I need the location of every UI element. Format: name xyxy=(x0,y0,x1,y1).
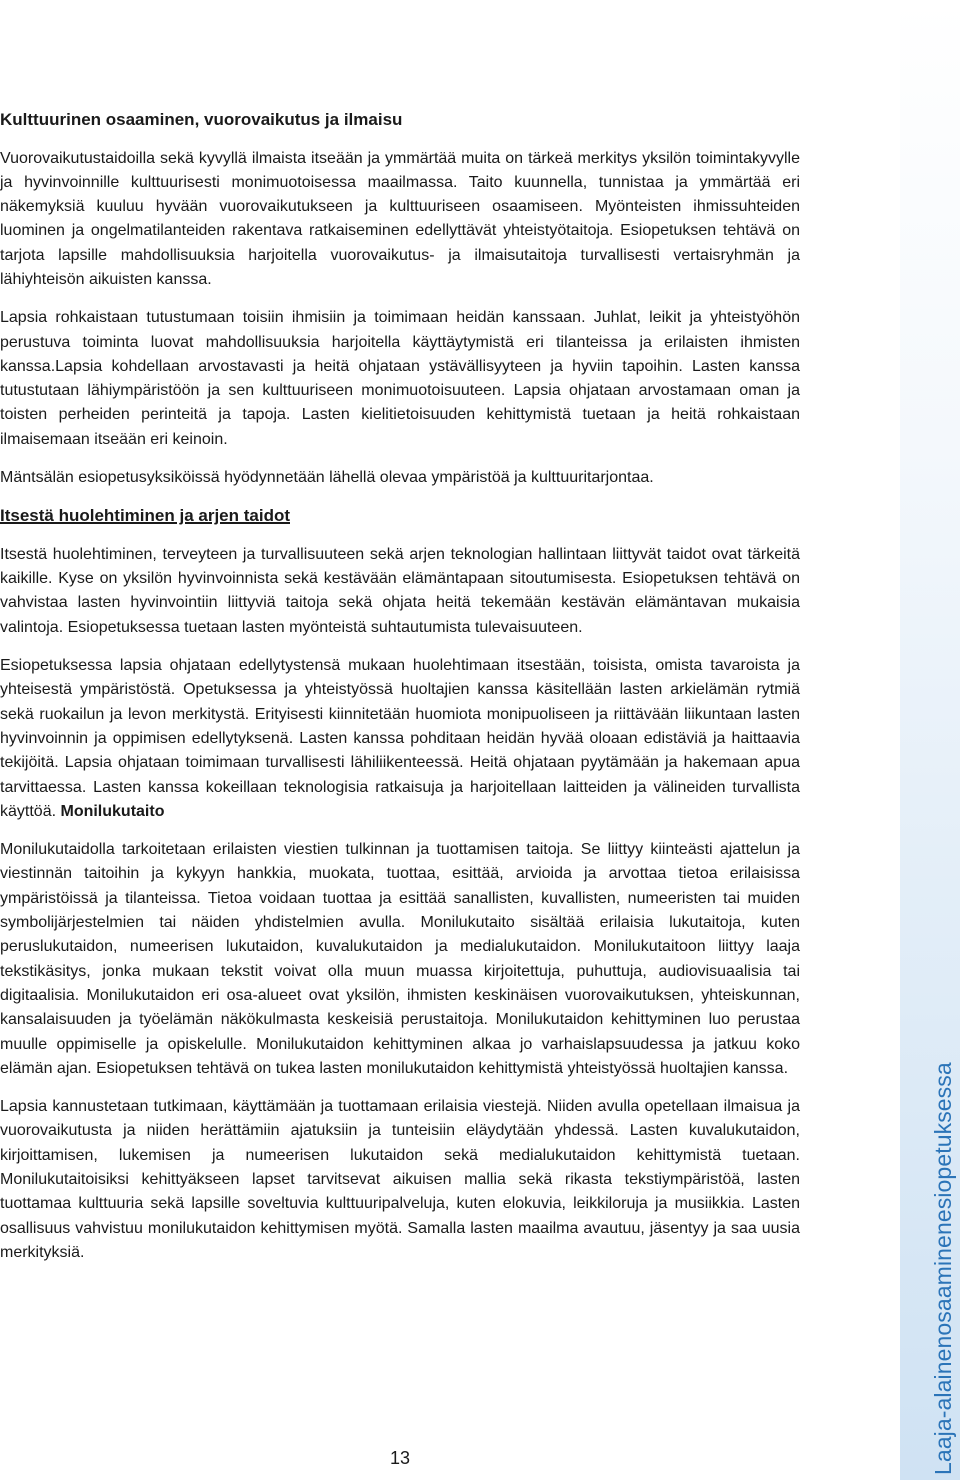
page-number: 13 xyxy=(389,1448,411,1468)
paragraph: Mäntsälän esiopetusyksiköissä hyödynnetään lähellä olevaa ympäristöä ja kulttuuritarjontaa. xyxy=(0,469,654,487)
paragraph-text: Esiopetuksessa lapsia ohjataan edellytystensä mukaan huolehtimaan itsestään, toisista, omista tavaroista ja yhteisestä ympäristöstä. Opetuksessa ja yhteistyössä huoltajien kanssa käsitellään lasten arkielämän rytmiä sekä ruokailun ja levon merkitystä. Erityisesti kiinnitetään huomiota monipuoliseen ja riittävään liikuntaan lasten hyvinvoinnin ja oppimisen edellytyksenä. Lasten kanssa pohditaan heidän hyvää oloaan edistäviä ja haittaavia tekijöitä. Lapsia ohjataan toimimaan turvallisesti lähiliikenteessä. Heitä ohjataan pyytämään ja hakemaan apua tarvittaessa. Lasten kanssa kokeillaan teknologisia ratkaisuja ja harjoitellaan laitteiden ja välineiden turvallista käyttöä. xyxy=(0,657,800,820)
page-content xyxy=(0,108,800,1279)
paragraph: Lapsia rohkaistaan tutustumaan toisiin ihmisiin ja toimimaan heidän kanssaan. Juhlat, leikit ja yhteistyöhön perustuva toiminta luovat mahdollisuuksia harjoitella käyttäytymistä eri tilanteissa ja erilaisten ihmisten kanssa.Lapsia kohdellaan arvostavasti ja heitä ohjataan ystävällisyyteen ja hyviin tapoihin. Lasten kanssa tutustutaan lähiympäristöön ja sen kulttuuriseen monimuotoisuuteen. Lapsia ohjataan arvostamaan oman ja toisten perheiden perinteitä ja tapoja. Lasten kielitietoisuuden kehittymistä tuetaan ja heitä rohkaistaan ilmaisemaan itseään eri keinoin. xyxy=(0,309,800,448)
paragraph-with-inline-heading xyxy=(0,654,800,824)
paragraph: Itsestä huolehtiminen, terveyteen ja turvallisuuteen sekä arjen teknologian hallintaan liittyvät taidot ovat tärkeitä kaikille. Kyse on yksilön hyvinvoinnista sekä kestävään elämäntapaan sitoutumisesta. Esiopetuksen tehtävä on vahvistaa lasten hyvinvointiin liittyviä taitoja sekä ohjata heitä tekemään kestävän elämäntavan mukaisia valintoja. Esiopetuksessa tuetaan lasten myönteistä suhtautumista tulevaisuuteen. xyxy=(0,545,800,636)
paragraph: Monilukutaidolla tarkoitetaan erilaisten viestien tulkinnan ja tuottamisen taitoja. Se liittyy kiinteästi ajattelun ja viestinnän taitoihin ja kykyyn hankkia, muokata, tuottaa, esittää, arvioida ja arvottaa tietoa erilaisissa ympäristöissä ja tilanteissa. Tietoa voidaan tuottaa ja esittää sanallisten, kuvallisten, numeeristen tai muiden symbolijärjestelmien tai näiden yhdistelmien avulla. Monilukutaito sisältää erilaisia lukutaitoja, kuten peruslukutaidon, numeerisen lukutaidon, kuvalukutaidon ja medialukutaidon. Monilukutaitoon liittyy laaja tekstikäsitys, jonka mukaan tekstit voivat olla muun muassa kirjoitettuja, puhuttuja, audiovisuaalisia tai digitaalisia. Monilukutaidon eri osa-alueet ovat yksilön, ihmisten keskinäisen vuorovaikutuksen, yhteiskunnan, kansalaisuuden ja työelämän näkökulmasta keskeisiä perustaitoja. Monilukutaidon kehittyminen luo perustaa muulle oppimiselle ja opiskelulle. Monilukutaidon kehittyminen alkaa jo varhaislapsuudessa ja jatkuu koko elämän ajan. Esiopetuksen tehtävä on tukea lasten monilukutaidon kehittymistä yhteistyössä huoltajien kanssa. xyxy=(0,841,800,1077)
paragraph: Lapsia kannustetaan tutkimaan, käyttämään ja tuottamaan erilaisia viestejä. Niiden avulla opetellaan ilmaisua ja vuorovaikutusta ja niiden herättämiin ajatuksiin ja tunteisiin eläydytään yhdessä. Lasten kuvalukutaidon, kirjoittamisen, lukemisen ja numeerisen lukutaidon sekä medialukutaidon kehittymistä tuetaan. Monilukutaitoisiksi kehittyäkseen lapset tarvitsevat aikuisen mallia sekä rikasta tekstiympäristöä, lasten tuottamaa kulttuuria sekä lapsille soveltuvia kulttuuripalveluja, kuten elokuvia, leikkiloruja ja musiikkia. Lasten osallisuus vahvistuu monilukutaidon kehittymisen myötä. Samalla lasten maailma avautuu, jäsentyy ja saa uusia merkityksiä. xyxy=(0,1098,800,1261)
paragraph: Vuorovaikutustaidoilla sekä kyvyllä ilmaista itseään ja ymmärtää muita on tärkeä merkitys yksilön toimintakyvylle ja hyvinvoinnille kulttuurisesti monimuotoisessa maailmassa. Taito kuunnella, tunnistaa ja ymmärtää eri näkemyksiä kuuluu hyvään vuorovaikutukseen ja kulttuuriseen osaamiseen. Myönteisten ihmissuhteiden luominen ja ongelmatilanteiden rakentava ratkaiseminen edellyttävät yhteistyötaitoja. Esiopetuksen tehtävä on tarjota lapsille mahdollisuuksia harjoitella vuorovaikutus- ja ilmaisutaitoja turvallisesti vertaisryhmän ja lähiyhteisön aikuisten kanssa. xyxy=(0,149,800,288)
section-heading-culture: Kulttuurinen osaaminen, vuorovaikutus ja ilmaisu xyxy=(0,110,403,129)
section-heading-literacy: Monilukutaito xyxy=(60,802,165,820)
sidebar-title: Laaja-alainenosaaminenesiopetuksessa xyxy=(930,1062,956,1475)
section-heading-selfcare: Itsestä huolehtiminen ja arjen taidot xyxy=(0,506,290,526)
